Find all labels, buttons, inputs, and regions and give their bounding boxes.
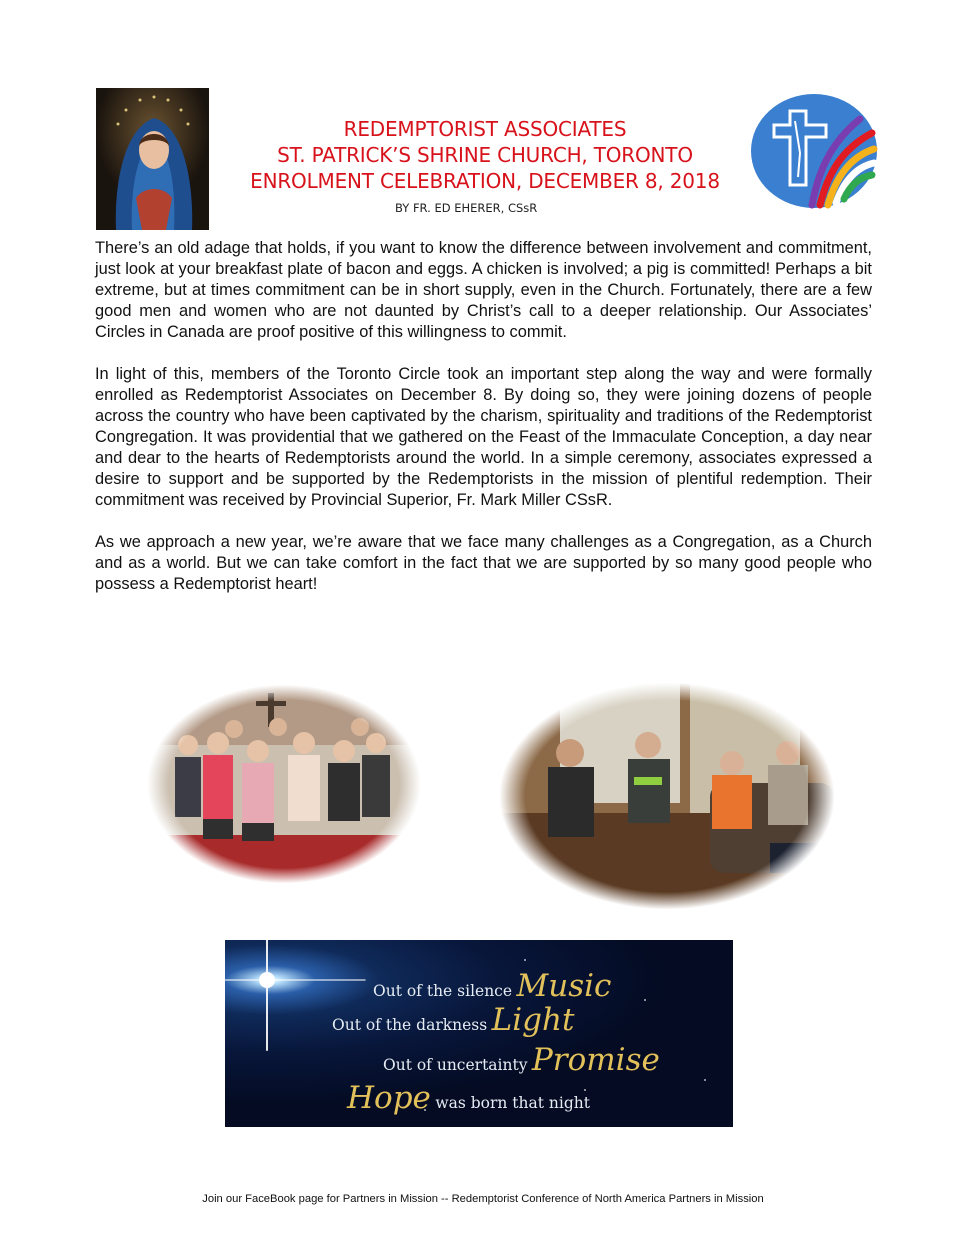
banner-word-music: Music xyxy=(516,968,612,1004)
author-byline: BY FR. ED EHERER, CSsR xyxy=(395,201,538,215)
title-line-3: ENROLMENT CELEBRATION, DECEMBER 8, 2018 xyxy=(250,169,720,193)
banner-line-darkness: Out of the darkness xyxy=(332,1016,488,1034)
paragraph-3: As we approach a new year, we’re aware that we face many challenges as a Congregation, as a Church and as a world. But we can take comfort in the fact that we are supported by so many good people who possess a Redemptorist heart! xyxy=(95,533,872,593)
article-body xyxy=(95,238,872,616)
title-line-2: ST. PATRICK’S SHRINE CHURCH, TORONTO xyxy=(277,143,693,167)
madonna-portrait-image xyxy=(96,88,209,230)
banner-word-hope: Hope xyxy=(347,1080,431,1116)
banner-line-uncertainty: Out of uncertainty xyxy=(383,1056,528,1074)
title-line-1: REDEMPTORIST ASSOCIATES xyxy=(343,117,627,141)
banner-word-light: Light xyxy=(491,1002,575,1038)
christmas-hope-banner xyxy=(225,940,733,1127)
paragraph-2: In light of this, members of the Toronto Circle took an important step along the way and were formally enrolled as Redemptorist Associates on December 8. By doing so, they were joining dozens of people across the country who have been captivated by the charism, spirituality and traditions of the Redemptorist Congregation. It was providential that we gathered on the Feast of the Immaculate Conception, a day near and dear to the hearts of Redemptorists around the world. In a simple ceremony, associates expressed a desire to support and be supported by the Redemptorists in the mission of plentiful redemption. Their commitment was received by Provincial Superior, Fr. Mark Miller CSsR. xyxy=(95,365,872,509)
redemptorist-associates-logo xyxy=(750,93,878,209)
banner-word-promise: Promise xyxy=(531,1042,660,1078)
footer-facebook-note: Join our FaceBook page for Partners in Mission -- Redemptorist Conference of North America Partners in Mission xyxy=(202,1193,764,1205)
paragraph-1: There’s an old adage that holds, if you want to know the difference between involvement and commitment, just look at your breakfast plate of bacon and eggs. A chicken is involved; a pig is committed! Perhaps a bit extreme, but at times commitment can be in short supply, even in the Church. Fortunately, there are a few good men and women who are not daunted by Christ’s call to a deeper relationship. Our Associates’ Circles in Canada are proof positive of this willingness to commit. xyxy=(95,239,872,341)
group-photo-church xyxy=(148,685,420,883)
banner-line-silence: Out of the silence xyxy=(373,982,513,1000)
article-title xyxy=(220,116,750,194)
group-photo-living-room xyxy=(500,683,834,909)
banner-line-born: was born that night xyxy=(435,1094,590,1112)
